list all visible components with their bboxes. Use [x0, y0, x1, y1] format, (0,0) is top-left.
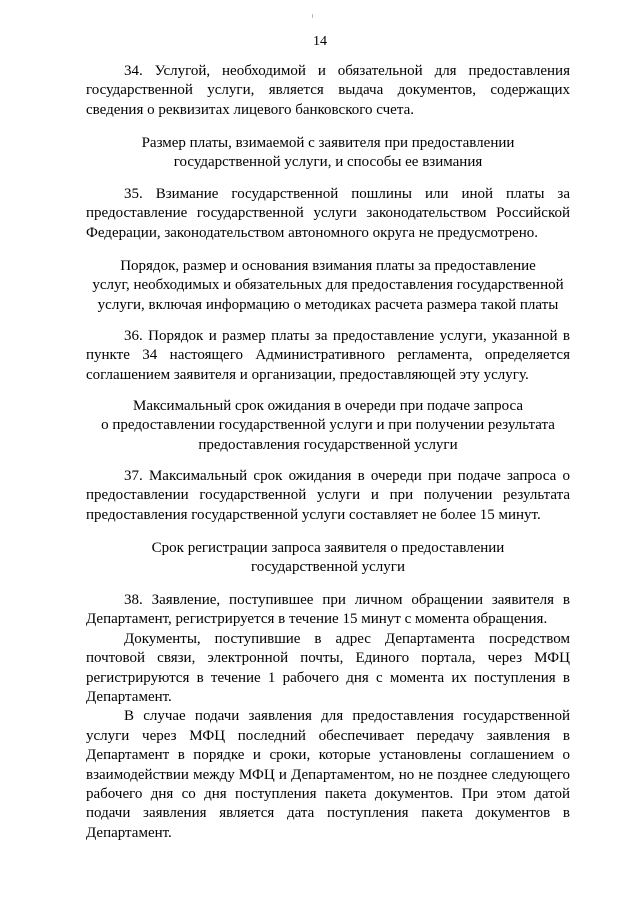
paragraph-38-3: В случае подачи заявления для предоставления государственной услуги через МФЦ последний обеспечивает передачу заявления в Департамент в порядке и сроки, которые установлены соглашением о взаимодействии между МФЦ и Департаментом, но не позднее следующего рабочего дня со дня поступления пакета документов. При этом датой подачи заявления является дата поступления пакета документов в Департамент. [86, 708, 570, 841]
paragraph-34: 34. Услугой, необходимой и обязательной для предоставления государственной услуги, является выдача документов, содержащих сведения о реквизитах лицевого банковского счета. [86, 63, 570, 118]
heading-registration-line-1: Срок регистрации запроса заявителя о предоставлении [151, 540, 505, 556]
heading-wait-line-2: о предоставлении государственной услуги и при получении результата [101, 417, 555, 434]
section-38 [86, 591, 570, 843]
scan-mark [312, 14, 313, 18]
section-36 [86, 327, 570, 385]
heading-fee-line-2: государственной услуги, и способы ее взимания [173, 154, 483, 171]
heading-order-line-3: услуги, включая информацию о методиках расчета размера такой платы [97, 296, 559, 313]
heading-order [86, 257, 570, 315]
section-35 [86, 185, 570, 243]
section-34 [86, 62, 570, 120]
heading-order-line-1: Порядок, размер и основания взимания платы за предоставление [120, 258, 536, 274]
paragraph-38-1: 38. Заявление, поступившее при личном обращении заявителя в Департамент, регистрируется в течение 15 минут с момента обращения. [86, 592, 570, 628]
heading-order-line-2: услуг, необходимых и обязательных для предоставления государственной [92, 277, 564, 294]
heading-registration [86, 539, 570, 578]
paragraph-35: 35. Взимание государственной пошлины или иной платы за предоставление государственной услуги законодательством Российской Федерации, законодательством автономного округа не предусмотрено. [86, 186, 570, 241]
heading-wait-line-3: предоставления государственной услуги [198, 436, 458, 453]
paragraph-38-2: Документы, поступившие в адрес Департамента посредством почтовой связи, электронной почты, Единого портала, через МФЦ регистрируются в течение 1 рабочего дня с момента их поступления в Департамент. [86, 630, 570, 706]
paragraph-37: 37. Максимальный срок ожидания в очереди при подаче запроса о предоставлении государственной услуги и при получении результата предоставления государственной услуги составляет не более 15 минут. [86, 468, 570, 523]
section-37 [86, 467, 570, 525]
heading-wait-line-1: Максимальный срок ожидания в очереди при подаче запроса [132, 398, 524, 414]
heading-fee-line-1: Размер платы, взимаемой с заявителя при предоставлении [141, 135, 515, 151]
heading-wait [86, 397, 570, 455]
paragraph-36: 36. Порядок и размер платы за предоставление услуги, указанной в пункте 34 настоящего Административного регламента, определяется соглашением заявителя и организации, предоставляющей эту услугу. [86, 328, 570, 383]
page-number: 14 [313, 34, 327, 49]
heading-fee [86, 134, 570, 173]
heading-registration-line-2: государственной услуги [251, 559, 405, 576]
